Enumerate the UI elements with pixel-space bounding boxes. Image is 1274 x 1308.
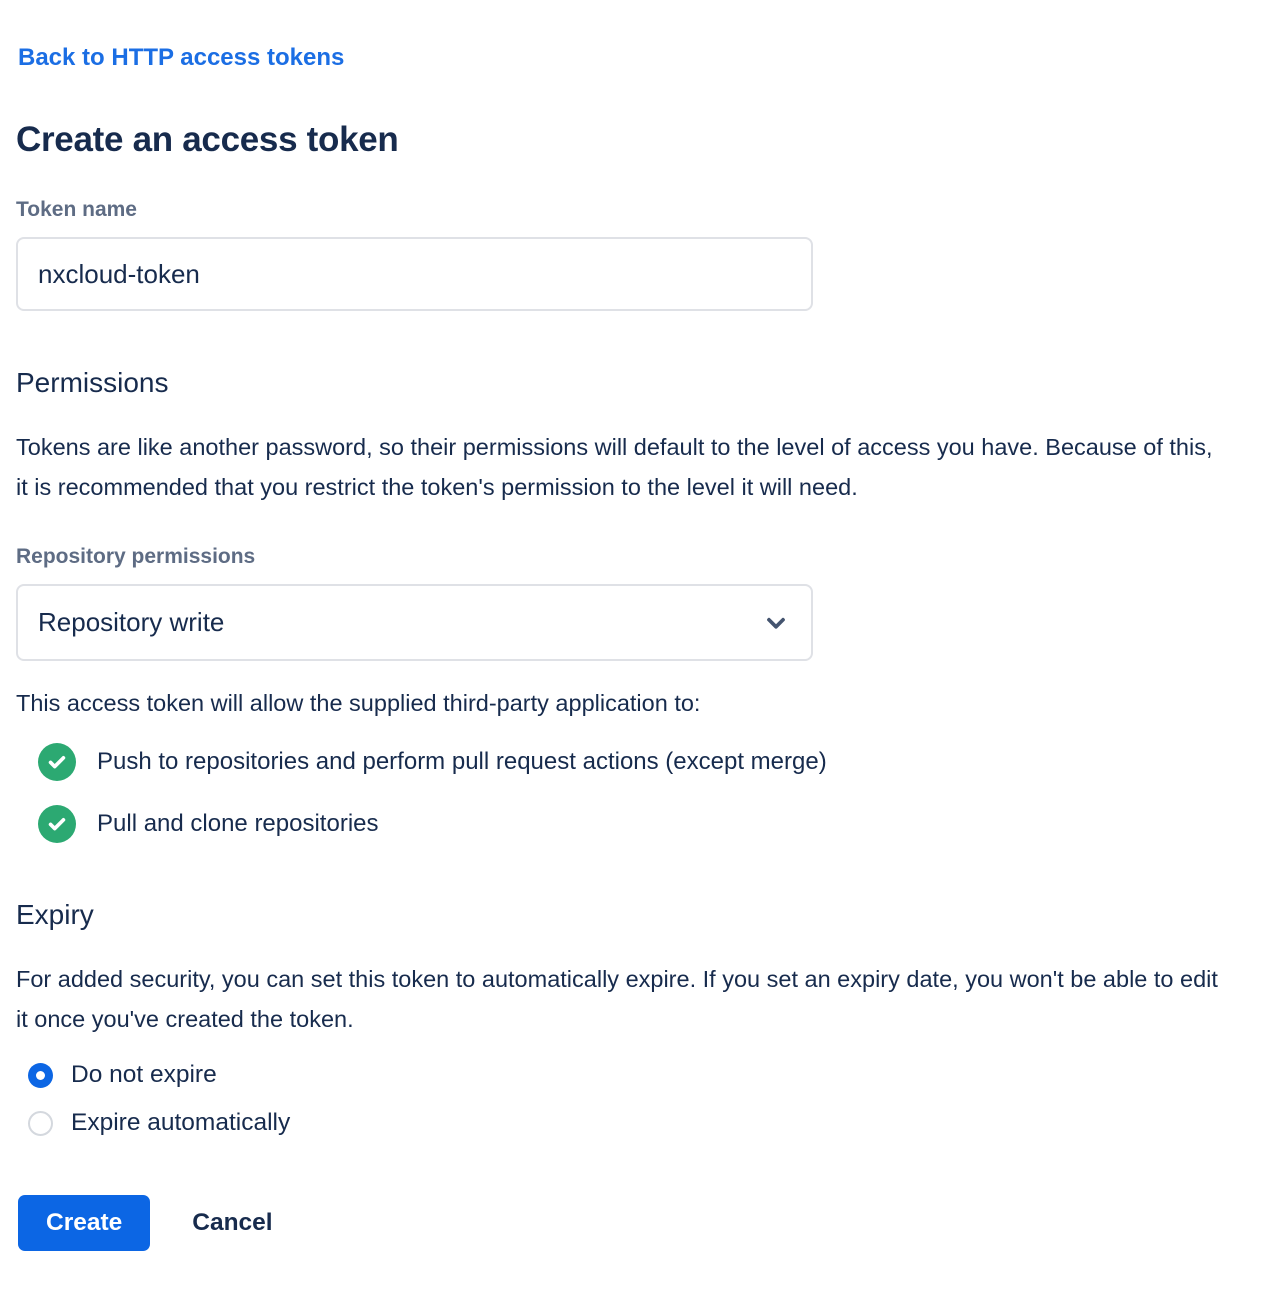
cancel-button[interactable]: Cancel — [168, 1195, 296, 1251]
permissions-description: Tokens are like another password, so their permissions will default to the level of access you have. Because of this, it is recommended that you restrict the token's permission to the level it will need. — [16, 434, 1213, 500]
capability-label-pull: Pull and clone repositories — [97, 810, 379, 837]
radio-do-not-expire[interactable] — [28, 1061, 1258, 1089]
radio-expire-automatically[interactable] — [28, 1109, 1258, 1137]
allow-intro-text: This access token will allow the supplied third-party application to: — [16, 690, 701, 716]
expiry-description: For added security, you can set this token to automatically expire. If you set an expiry date, you won't be able to edit it once you've created the token. — [16, 966, 1218, 1032]
radio-button-icon[interactable] — [28, 1111, 53, 1136]
chevron-down-icon — [763, 610, 789, 636]
check-icon — [38, 805, 76, 843]
repository-permissions-select[interactable] — [16, 584, 813, 661]
capability-row — [38, 743, 1258, 781]
capability-row — [38, 805, 1258, 843]
repository-permissions-selected-value: Repository write — [38, 607, 225, 637]
back-to-http-access-tokens-link[interactable]: Back to HTTP access tokens — [18, 44, 345, 71]
token-name-label: Token name — [16, 198, 137, 221]
check-icon — [38, 743, 76, 781]
capability-label-push: Push to repositories and perform pull request actions (except merge) — [97, 748, 827, 775]
radio-button-icon[interactable] — [28, 1063, 53, 1088]
radio-label-do-not-expire: Do not expire — [71, 1061, 217, 1088]
repository-permissions-label: Repository permissions — [16, 545, 256, 568]
radio-label-expire-automatically: Expire automatically — [71, 1109, 291, 1136]
expiry-heading: Expiry — [16, 899, 94, 930]
form-actions — [18, 1195, 1258, 1251]
create-button[interactable]: Create — [18, 1195, 150, 1251]
token-name-input[interactable] — [16, 237, 813, 311]
permissions-heading: Permissions — [16, 367, 169, 398]
page-title: Create an access token — [16, 120, 399, 159]
